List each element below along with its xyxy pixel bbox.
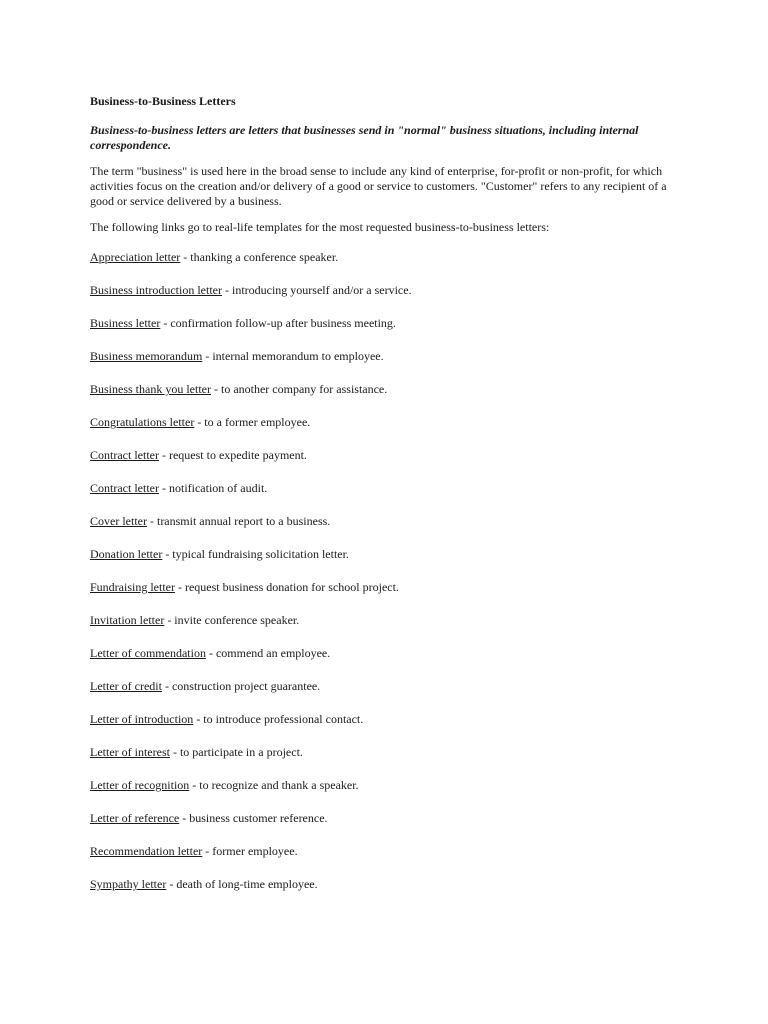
list-item — [90, 547, 680, 580]
letter-template-description: - confirmation follow-up after business meeting. — [160, 316, 396, 330]
letter-template-link[interactable]: Business memorandum — [90, 349, 203, 363]
list-item — [90, 382, 680, 415]
letter-template-link[interactable]: Letter of recognition — [90, 778, 190, 792]
list-item — [90, 844, 680, 877]
list-item — [90, 316, 680, 349]
letter-template-link[interactable]: Appreciation letter — [90, 250, 181, 264]
letter-template-link[interactable]: Contract letter — [90, 448, 159, 462]
letter-template-description: - death of long-time employee. — [166, 877, 318, 891]
letter-template-description: - typical fundraising solicitation letter. — [162, 547, 349, 561]
letter-template-description: - request to expedite payment. — [158, 448, 307, 462]
letter-template-link[interactable]: Letter of interest — [90, 745, 170, 759]
letter-template-description: - construction project guarantee. — [161, 679, 321, 693]
letter-template-description: - to recognize and thank a speaker. — [189, 778, 359, 792]
letter-template-description: - transmit annual report to a business. — [146, 514, 331, 528]
list-item — [90, 712, 680, 745]
letter-template-description: - commend an employee. — [205, 646, 331, 660]
letter-template-description: - request business donation for school project. — [174, 580, 399, 594]
letter-template-description: - introducing yourself and/or a service. — [221, 283, 412, 297]
list-item — [90, 283, 680, 316]
letter-template-link[interactable]: Letter of reference — [90, 811, 180, 825]
document-page — [90, 94, 680, 910]
list-item — [90, 745, 680, 778]
letter-template-link[interactable]: Congratulations letter — [90, 415, 195, 429]
definition-paragraph: The term "business" is used here in the broad sense to include any kind of enterprise, for-profit or non-profit, for which activities focus on the creation and/or delivery of a good or service to customers. "Customer" refers to any recipient of a good or service delivered by a business. — [90, 164, 667, 208]
list-item — [90, 415, 680, 448]
list-item — [90, 580, 680, 613]
letter-template-description: - thanking a conference speaker. — [180, 250, 339, 264]
list-item — [90, 514, 680, 547]
list-item — [90, 877, 680, 910]
list-item — [90, 250, 680, 283]
letter-template-description: - former employee. — [202, 844, 298, 858]
letter-template-link[interactable]: Invitation letter — [90, 613, 165, 627]
letter-template-description: - to a former employee. — [194, 415, 311, 429]
list-item — [90, 778, 680, 811]
letter-template-description: - to another company for assistance. — [210, 382, 388, 396]
letter-template-description: - internal memorandum to employee. — [202, 349, 384, 363]
letter-template-link[interactable]: Letter of commendation — [90, 646, 206, 660]
letter-template-link[interactable]: Business introduction letter — [90, 283, 222, 297]
intro-paragraph: Business-to-business letters are letters that businesses send in "normal" business situations, including internal correspondence. — [90, 123, 639, 152]
letter-template-link[interactable]: Recommendation letter — [90, 844, 203, 858]
document-title: Business-to-Business Letters — [90, 94, 236, 108]
letter-template-link[interactable]: Contract letter — [90, 481, 159, 495]
letter-template-link[interactable]: Donation letter — [90, 547, 163, 561]
letter-template-description: - invite conference speaker. — [164, 613, 300, 627]
letter-template-description: - to participate in a project. — [169, 745, 303, 759]
letter-template-link[interactable]: Business letter — [90, 316, 161, 330]
list-item — [90, 811, 680, 844]
list-item — [90, 613, 680, 646]
letter-template-description: - to introduce professional contact. — [193, 712, 364, 726]
letter-template-link[interactable]: Fundraising letter — [90, 580, 175, 594]
letter-template-link[interactable]: Letter of credit — [90, 679, 162, 693]
list-item — [90, 679, 680, 712]
list-item — [90, 481, 680, 514]
list-item — [90, 349, 680, 382]
letter-template-link[interactable]: Cover letter — [90, 514, 147, 528]
letter-template-description: - business customer reference. — [179, 811, 328, 825]
list-item — [90, 448, 680, 481]
letter-template-link[interactable]: Business thank you letter — [90, 382, 211, 396]
links-intro-paragraph: The following links go to real-life templates for the most requested business-to-business letters: — [90, 220, 550, 234]
list-item — [90, 646, 680, 679]
letter-template-description: - notification of audit. — [158, 481, 268, 495]
letter-template-link[interactable]: Sympathy letter — [90, 877, 167, 891]
letter-template-link[interactable]: Letter of introduction — [90, 712, 194, 726]
letter-links-list — [90, 250, 680, 910]
